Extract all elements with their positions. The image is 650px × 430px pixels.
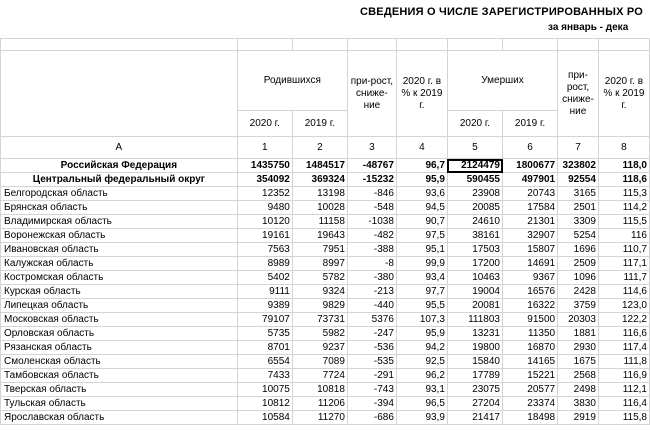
value-cell-c7[interactable]: 2509 bbox=[558, 257, 599, 271]
value-cell-c6[interactable]: 18498 bbox=[503, 411, 558, 425]
value-cell-c3[interactable]: 5376 bbox=[347, 313, 396, 327]
value-cell-c2[interactable]: 9324 bbox=[292, 285, 347, 299]
value-cell-c2[interactable]: 5782 bbox=[292, 271, 347, 285]
value-cell-c2[interactable]: 9829 bbox=[292, 299, 347, 313]
value-cell-c4[interactable]: 96,2 bbox=[396, 369, 447, 383]
region-name-cell[interactable]: Московская область bbox=[1, 313, 238, 327]
value-cell-c2[interactable]: 7089 bbox=[292, 355, 347, 369]
value-cell-c3[interactable]: -846 bbox=[347, 187, 396, 201]
value-cell-c6[interactable]: 17584 bbox=[503, 201, 558, 215]
region-name-cell[interactable]: Воронежская область bbox=[1, 229, 238, 243]
value-cell-c2[interactable]: 8997 bbox=[292, 257, 347, 271]
value-cell-c1[interactable]: 9389 bbox=[237, 299, 292, 313]
region-name-cell[interactable]: Брянская область bbox=[1, 201, 238, 215]
value-cell-c7[interactable]: 20303 bbox=[558, 313, 599, 327]
value-cell-c6[interactable]: 32907 bbox=[503, 229, 558, 243]
value-cell-c4[interactable]: 97,7 bbox=[396, 285, 447, 299]
value-cell-c6[interactable]: 20577 bbox=[503, 383, 558, 397]
value-cell-c5[interactable]: 590455 bbox=[447, 173, 502, 187]
value-cell-c8[interactable]: 115,8 bbox=[598, 411, 649, 425]
value-cell-c5[interactable]: 17789 bbox=[447, 369, 502, 383]
value-cell-c2[interactable]: 73731 bbox=[292, 313, 347, 327]
value-cell-c6[interactable]: 11350 bbox=[503, 327, 558, 341]
value-cell-c8[interactable]: 115,5 bbox=[598, 215, 649, 229]
region-name-cell[interactable]: Ярославская область bbox=[1, 411, 238, 425]
region-name-cell[interactable]: Ивановская область bbox=[1, 243, 238, 257]
col-label-6[interactable]: 6 bbox=[503, 137, 558, 159]
value-cell-c1[interactable]: 8701 bbox=[237, 341, 292, 355]
header-died-2019[interactable]: 2019 г. bbox=[503, 111, 558, 137]
value-cell-c2[interactable]: 11270 bbox=[292, 411, 347, 425]
value-cell-c4[interactable]: 90,7 bbox=[396, 215, 447, 229]
value-cell-c4[interactable]: 95,1 bbox=[396, 243, 447, 257]
value-cell-c6[interactable]: 15221 bbox=[503, 369, 558, 383]
value-cell-c5[interactable]: 17503 bbox=[447, 243, 502, 257]
region-name-cell[interactable]: Липецкая область bbox=[1, 299, 238, 313]
value-cell-c6[interactable]: 16870 bbox=[503, 341, 558, 355]
value-cell-c3[interactable]: -213 bbox=[347, 285, 396, 299]
value-cell-c7[interactable]: 2568 bbox=[558, 369, 599, 383]
value-cell-c4[interactable]: 93,9 bbox=[396, 411, 447, 425]
table-row bbox=[1, 285, 650, 299]
value-cell-c5[interactable]: 24610 bbox=[447, 215, 502, 229]
value-cell-c7[interactable]: 2501 bbox=[558, 201, 599, 215]
col-label-2[interactable]: 2 bbox=[292, 137, 347, 159]
value-cell-c7[interactable]: 1675 bbox=[558, 355, 599, 369]
value-cell-c3[interactable]: -291 bbox=[347, 369, 396, 383]
value-cell-c3[interactable]: -48767 bbox=[347, 159, 396, 173]
value-cell-c4[interactable]: 95,5 bbox=[396, 299, 447, 313]
value-cell-c6[interactable]: 9367 bbox=[503, 271, 558, 285]
value-cell-c8[interactable]: 116,6 bbox=[598, 327, 649, 341]
header-row-numbers bbox=[1, 137, 650, 159]
value-cell-c4[interactable]: 94,2 bbox=[396, 341, 447, 355]
value-cell-c8[interactable]: 116 bbox=[598, 229, 649, 243]
value-cell-c1[interactable]: 10812 bbox=[237, 397, 292, 411]
value-cell-c2[interactable]: 5982 bbox=[292, 327, 347, 341]
value-cell-c1[interactable]: 10120 bbox=[237, 215, 292, 229]
value-cell-c3[interactable]: -548 bbox=[347, 201, 396, 215]
table-row bbox=[1, 299, 650, 313]
value-cell-c6[interactable]: 16322 bbox=[503, 299, 558, 313]
value-cell-c2[interactable]: 369324 bbox=[292, 173, 347, 187]
col-label-8[interactable]: 8 bbox=[598, 137, 649, 159]
value-cell-c1[interactable]: 10584 bbox=[237, 411, 292, 425]
table-row bbox=[1, 257, 650, 271]
value-cell-c6[interactable]: 91500 bbox=[503, 313, 558, 327]
value-cell-c2[interactable]: 11158 bbox=[292, 215, 347, 229]
value-cell-c3[interactable]: -8 bbox=[347, 257, 396, 271]
value-cell-c1[interactable]: 354092 bbox=[237, 173, 292, 187]
table-row bbox=[1, 327, 650, 341]
value-cell-c2[interactable]: 13198 bbox=[292, 187, 347, 201]
value-cell-c1[interactable]: 12352 bbox=[237, 187, 292, 201]
value-cell-c5[interactable]: 21417 bbox=[447, 411, 502, 425]
value-cell-c5[interactable]: 2124479 bbox=[447, 159, 502, 173]
value-cell-c2[interactable]: 19643 bbox=[292, 229, 347, 243]
table-row bbox=[1, 369, 650, 383]
value-cell-c4[interactable]: 93,6 bbox=[396, 187, 447, 201]
value-cell-c4[interactable]: 107,3 bbox=[396, 313, 447, 327]
value-cell-c4[interactable]: 95,9 bbox=[396, 173, 447, 187]
table-body bbox=[1, 159, 650, 425]
value-cell-c4[interactable]: 94,5 bbox=[396, 201, 447, 215]
value-cell-c8[interactable]: 114,2 bbox=[598, 201, 649, 215]
value-cell-c7[interactable]: 323802 bbox=[558, 159, 599, 173]
value-cell-c6[interactable]: 20743 bbox=[503, 187, 558, 201]
value-cell-c4[interactable]: 96,5 bbox=[396, 397, 447, 411]
table-row bbox=[1, 271, 650, 285]
value-cell-c4[interactable]: 99,9 bbox=[396, 257, 447, 271]
header-row-groups bbox=[1, 51, 650, 111]
value-cell-c3[interactable]: -388 bbox=[347, 243, 396, 257]
value-cell-c4[interactable]: 95,9 bbox=[396, 327, 447, 341]
value-cell-c5[interactable]: 23075 bbox=[447, 383, 502, 397]
value-cell-c4[interactable]: 93,4 bbox=[396, 271, 447, 285]
region-name-cell[interactable]: Смоленская область bbox=[1, 355, 238, 369]
col-label-a[interactable]: А bbox=[1, 137, 238, 159]
value-cell-c2[interactable]: 10028 bbox=[292, 201, 347, 215]
value-cell-c3[interactable]: -440 bbox=[347, 299, 396, 313]
value-cell-c3[interactable]: -535 bbox=[347, 355, 396, 369]
value-cell-c7[interactable]: 2930 bbox=[558, 341, 599, 355]
header-born-2020[interactable]: 2020 г. bbox=[237, 111, 292, 137]
value-cell-c6[interactable]: 16576 bbox=[503, 285, 558, 299]
value-cell-c1[interactable]: 1435750 bbox=[237, 159, 292, 173]
value-cell-c1[interactable]: 8989 bbox=[237, 257, 292, 271]
value-cell-c5[interactable]: 19800 bbox=[447, 341, 502, 355]
table-row bbox=[1, 397, 650, 411]
region-name-cell[interactable]: Центральный федеральный округ bbox=[1, 173, 238, 187]
table-row bbox=[1, 173, 650, 187]
value-cell-c2[interactable]: 7951 bbox=[292, 243, 347, 257]
table-row bbox=[1, 313, 650, 327]
value-cell-c7[interactable]: 3165 bbox=[558, 187, 599, 201]
value-cell-c1[interactable]: 79107 bbox=[237, 313, 292, 327]
table-row bbox=[1, 215, 650, 229]
value-cell-c5[interactable]: 17200 bbox=[447, 257, 502, 271]
value-cell-c7[interactable]: 1696 bbox=[558, 243, 599, 257]
table-row bbox=[1, 355, 650, 369]
value-cell-c5[interactable]: 20081 bbox=[447, 299, 502, 313]
value-cell-c3[interactable]: -380 bbox=[347, 271, 396, 285]
table-row bbox=[1, 229, 650, 243]
region-name-cell[interactable]: Российская Федерация bbox=[1, 159, 238, 173]
col-label-4[interactable]: 4 bbox=[396, 137, 447, 159]
table-row bbox=[1, 341, 650, 355]
value-cell-c6[interactable]: 14691 bbox=[503, 257, 558, 271]
value-cell-c8[interactable]: 115,3 bbox=[598, 187, 649, 201]
header-born[interactable]: Родившихся bbox=[237, 51, 347, 111]
value-cell-c8[interactable]: 116,4 bbox=[598, 397, 649, 411]
value-cell-c8[interactable]: 111,7 bbox=[598, 271, 649, 285]
region-name-cell[interactable]: Калужская область bbox=[1, 257, 238, 271]
table-row bbox=[1, 187, 650, 201]
region-name-cell[interactable]: Владимирская область bbox=[1, 215, 238, 229]
value-cell-c6[interactable]: 15807 bbox=[503, 243, 558, 257]
region-name-cell[interactable]: Рязанская область bbox=[1, 341, 238, 355]
header-name-cell[interactable] bbox=[1, 51, 238, 137]
header-died-2020[interactable]: 2020 г. bbox=[447, 111, 502, 137]
value-cell-c7[interactable]: 2428 bbox=[558, 285, 599, 299]
header-died[interactable]: Умерших bbox=[447, 51, 557, 111]
report-title: СВЕДЕНИЯ О ЧИСЛЕ ЗАРЕГИСТРИРОВАННЫХ РО bbox=[360, 6, 644, 18]
table-row bbox=[1, 383, 650, 397]
table-row bbox=[1, 411, 650, 425]
value-cell-c4[interactable]: 92,5 bbox=[396, 355, 447, 369]
region-name-cell[interactable]: Орловская область bbox=[1, 327, 238, 341]
value-cell-c2[interactable]: 1484517 bbox=[292, 159, 347, 173]
value-cell-c8[interactable]: 118,6 bbox=[598, 173, 649, 187]
value-cell-c8[interactable]: 122,2 bbox=[598, 313, 649, 327]
blank-row bbox=[1, 39, 650, 51]
value-cell-c3[interactable]: -482 bbox=[347, 229, 396, 243]
region-name-cell[interactable]: Тверская область bbox=[1, 383, 238, 397]
col-label-3[interactable]: 3 bbox=[347, 137, 396, 159]
value-cell-c3[interactable]: -686 bbox=[347, 411, 396, 425]
header-died-growth[interactable]: при-рост, сниже-ние bbox=[558, 51, 599, 137]
value-cell-c8[interactable]: 117,1 bbox=[598, 257, 649, 271]
header-born-growth[interactable]: при-рост, сниже-ние bbox=[347, 51, 396, 137]
value-cell-c3[interactable]: -15232 bbox=[347, 173, 396, 187]
value-cell-c1[interactable]: 7563 bbox=[237, 243, 292, 257]
value-cell-c8[interactable]: 117,4 bbox=[598, 341, 649, 355]
value-cell-c7[interactable]: 3830 bbox=[558, 397, 599, 411]
col-label-7[interactable]: 7 bbox=[558, 137, 599, 159]
value-cell-c5[interactable]: 15840 bbox=[447, 355, 502, 369]
value-cell-c2[interactable]: 11206 bbox=[292, 397, 347, 411]
region-name-cell[interactable]: Костромская область bbox=[1, 271, 238, 285]
value-cell-c5[interactable]: 20085 bbox=[447, 201, 502, 215]
value-cell-c7[interactable]: 2919 bbox=[558, 411, 599, 425]
value-cell-c1[interactable]: 10075 bbox=[237, 383, 292, 397]
value-cell-c7[interactable]: 92554 bbox=[558, 173, 599, 187]
value-cell-c2[interactable]: 7724 bbox=[292, 369, 347, 383]
spreadsheet bbox=[0, 38, 647, 430]
region-name-cell[interactable]: Белгородская область bbox=[1, 187, 238, 201]
value-cell-c3[interactable]: -247 bbox=[347, 327, 396, 341]
value-cell-c5[interactable]: 10463 bbox=[447, 271, 502, 285]
value-cell-c6[interactable]: 23374 bbox=[503, 397, 558, 411]
value-cell-c1[interactable]: 9111 bbox=[237, 285, 292, 299]
value-cell-c5[interactable]: 38161 bbox=[447, 229, 502, 243]
table-row bbox=[1, 159, 650, 173]
value-cell-c6[interactable]: 21301 bbox=[503, 215, 558, 229]
value-cell-c7[interactable]: 1881 bbox=[558, 327, 599, 341]
region-name-cell[interactable]: Тульская область bbox=[1, 397, 238, 411]
data-table bbox=[0, 38, 650, 425]
value-cell-c2[interactable]: 10818 bbox=[292, 383, 347, 397]
col-label-5[interactable]: 5 bbox=[447, 137, 502, 159]
value-cell-c8[interactable]: 116,9 bbox=[598, 369, 649, 383]
value-cell-c1[interactable]: 9480 bbox=[237, 201, 292, 215]
value-cell-c7[interactable]: 3759 bbox=[558, 299, 599, 313]
value-cell-c3[interactable]: -394 bbox=[347, 397, 396, 411]
value-cell-c1[interactable]: 5735 bbox=[237, 327, 292, 341]
region-name-cell[interactable]: Тамбовская область bbox=[1, 369, 238, 383]
value-cell-c3[interactable]: -1038 bbox=[347, 215, 396, 229]
value-cell-c4[interactable]: 97,5 bbox=[396, 229, 447, 243]
value-cell-c3[interactable]: -536 bbox=[347, 341, 396, 355]
value-cell-c6[interactable]: 1800677 bbox=[503, 159, 558, 173]
value-cell-c8[interactable]: 114,6 bbox=[598, 285, 649, 299]
value-cell-c8[interactable]: 118,0 bbox=[598, 159, 649, 173]
value-cell-c7[interactable]: 1096 bbox=[558, 271, 599, 285]
value-cell-c6[interactable]: 14165 bbox=[503, 355, 558, 369]
value-cell-c4[interactable]: 96,7 bbox=[396, 159, 447, 173]
value-cell-c7[interactable]: 3309 bbox=[558, 215, 599, 229]
value-cell-c1[interactable]: 5402 bbox=[237, 271, 292, 285]
region-name-cell[interactable]: Курская область bbox=[1, 285, 238, 299]
header-born-pct[interactable]: 2020 г. в % к 2019 г. bbox=[396, 51, 447, 137]
value-cell-c5[interactable]: 111803 bbox=[447, 313, 502, 327]
value-cell-c8[interactable]: 110,7 bbox=[598, 243, 649, 257]
value-cell-c7[interactable]: 2498 bbox=[558, 383, 599, 397]
table-row bbox=[1, 243, 650, 257]
value-cell-c5[interactable]: 27204 bbox=[447, 397, 502, 411]
value-cell-c1[interactable]: 19161 bbox=[237, 229, 292, 243]
value-cell-c3[interactable]: -743 bbox=[347, 383, 396, 397]
value-cell-c1[interactable]: 6554 bbox=[237, 355, 292, 369]
value-cell-c8[interactable]: 111,8 bbox=[598, 355, 649, 369]
header-born-2019[interactable]: 2019 г. bbox=[292, 111, 347, 137]
table-row bbox=[1, 201, 650, 215]
value-cell-c4[interactable]: 93,1 bbox=[396, 383, 447, 397]
value-cell-c6[interactable]: 497901 bbox=[503, 173, 558, 187]
value-cell-c1[interactable]: 7433 bbox=[237, 369, 292, 383]
header-died-pct[interactable]: 2020 г. в % к 2019 г. bbox=[598, 51, 649, 137]
value-cell-c5[interactable]: 23908 bbox=[447, 187, 502, 201]
value-cell-c5[interactable]: 13231 bbox=[447, 327, 502, 341]
value-cell-c5[interactable]: 19004 bbox=[447, 285, 502, 299]
report-period: за январь - дека bbox=[548, 22, 629, 33]
col-label-1[interactable]: 1 bbox=[237, 137, 292, 159]
value-cell-c8[interactable]: 112,1 bbox=[598, 383, 649, 397]
value-cell-c2[interactable]: 9237 bbox=[292, 341, 347, 355]
value-cell-c7[interactable]: 5254 bbox=[558, 229, 599, 243]
value-cell-c8[interactable]: 123,0 bbox=[598, 299, 649, 313]
